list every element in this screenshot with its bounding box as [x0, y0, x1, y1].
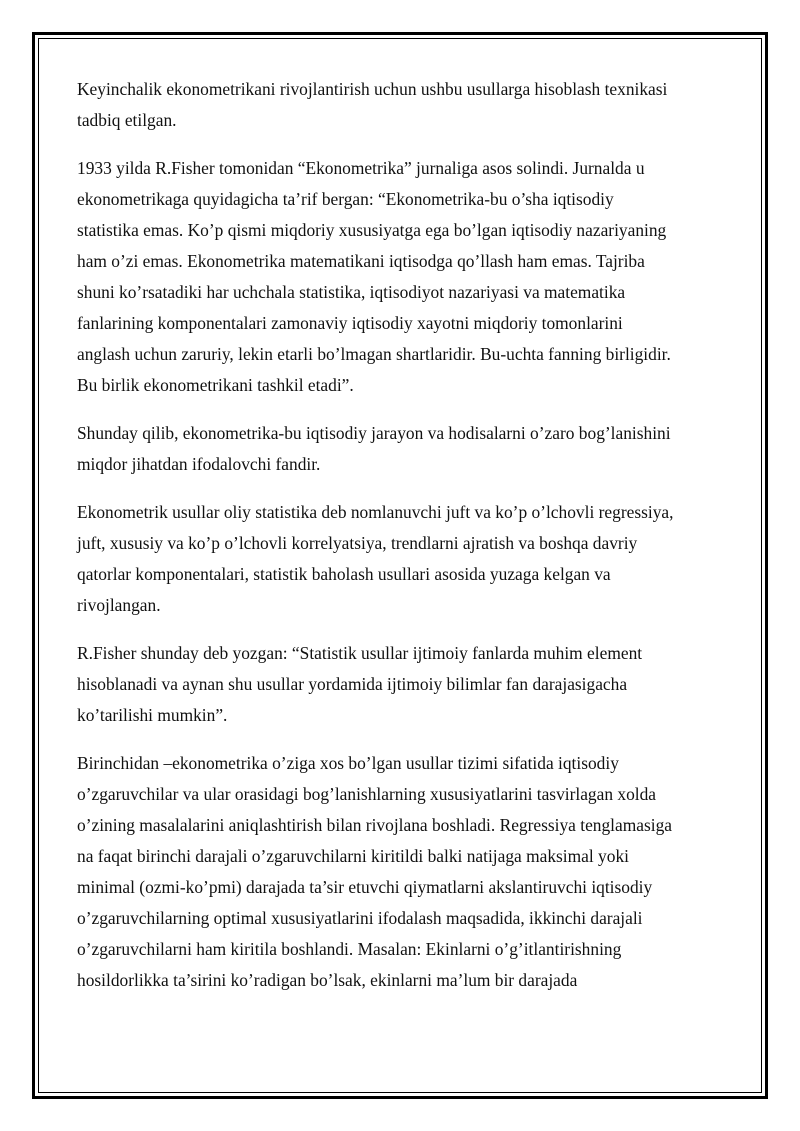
paragraph-4 [77, 497, 725, 621]
text-line: minimal (ozmi-ko’pmi) darajada ta’sir etuvchi qiymatlarni akslantiruvchi iqtisodiy [77, 877, 653, 897]
text-line: juft, xususiy va ko’p o’lchovli korrelyatsiya, trendlarni ajratish va boshqa davriy [77, 533, 638, 553]
text-line: R.Fisher shunday deb yozgan: “Statistik usullar ijtimoiy fanlarda muhim element [77, 643, 643, 663]
text-line: shuni ko’rsatadiki har uchchala statistika, iqtisodiyot nazariyasi va matematika [77, 282, 626, 302]
text-line: miqdor jihatdan ifodalovchi fandir. [77, 454, 321, 474]
text-line: statistika emas. Ko’p qismi miqdoriy xususiyatga ega bo’lgan iqtisodiy nazariyaning [77, 220, 667, 240]
text-line: o’zgaruvchilarning optimal xususiyatlarini ifodalash maqsadida, ikkinchi darajali [77, 908, 643, 928]
paragraph-1 [77, 74, 725, 136]
text-line: Ekonometrik usullar oliy statistika deb nomlanuvchi juft va ko’p o’lchovli regressiya, [77, 502, 674, 522]
text-line: hosildorlikka ta’sirini ko’radigan bo’lsak, ekinlarni ma’lum bir darajada [77, 970, 578, 990]
paragraph-2 [77, 153, 725, 401]
text-line: tadbiq etilgan. [77, 110, 177, 130]
text-line: o’zgaruvchilarni ham kiritila boshlandi. Masalan: Ekinlarni o’g’itlantirishning [77, 939, 622, 959]
text-line: Keyinchalik ekonometrikani rivojlantirish uchun ushbu usullarga hisoblash texnikasi [77, 79, 668, 99]
paragraph-6 [77, 748, 725, 996]
text-line: na faqat birinchi darajali o’zgaruvchilarni kiritildi balki natijaga maksimal yoki [77, 846, 629, 866]
text-line: o’zining masalalarini aniqlashtirish bilan rivojlana boshladi. Regressiya tenglamasiga [77, 815, 672, 835]
paragraph-5 [77, 638, 725, 731]
text-line: Shunday qilib, ekonometrika-bu iqtisodiy jarayon va hodisalarni o’zaro bog’lanishini [77, 423, 671, 443]
text-line: rivojlangan. [77, 595, 161, 615]
text-line: ko’tarilishi mumkin”. [77, 705, 228, 725]
document-body [77, 74, 725, 1013]
text-line: Bu birlik ekonometrikani tashkil etadi”. [77, 375, 354, 395]
text-line: hisoblanadi va aynan shu usullar yordamida ijtimoiy bilimlar fan darajasigacha [77, 674, 628, 694]
paragraph-3 [77, 418, 725, 480]
text-line: Birinchidan –ekonometrika o’ziga xos bo’lgan usullar tizimi sifatida iqtisodiy [77, 753, 619, 773]
text-line: anglash uchun zaruriy, lekin etarli bo’lmagan shartlaridir. Bu-uchta fanning birligidir. [77, 344, 671, 364]
text-line: ham o’zi emas. Ekonometrika matematikani iqtisodga qo’llash ham emas. Tajriba [77, 251, 645, 271]
text-line: o’zgaruvchilar va ular orasidagi bog’lanishlarning xususiyatlarini tasvirlagan xolda [77, 784, 657, 804]
text-line: fanlarining komponentalari zamonaviy iqtisodiy xayotni miqdoriy tomonlarini [77, 313, 623, 333]
text-line: qatorlar komponentalari, statistik baholash usullari asosida yuzaga kelgan va [77, 564, 611, 584]
text-line: ekonometrikaga quyidagicha ta’rif bergan: “Ekonometrika-bu o’sha iqtisodiy [77, 189, 614, 209]
text-line: 1933 yilda R.Fisher tomonidan “Ekonometrika” jurnaliga asos solindi. Jurnalda u [77, 158, 645, 178]
